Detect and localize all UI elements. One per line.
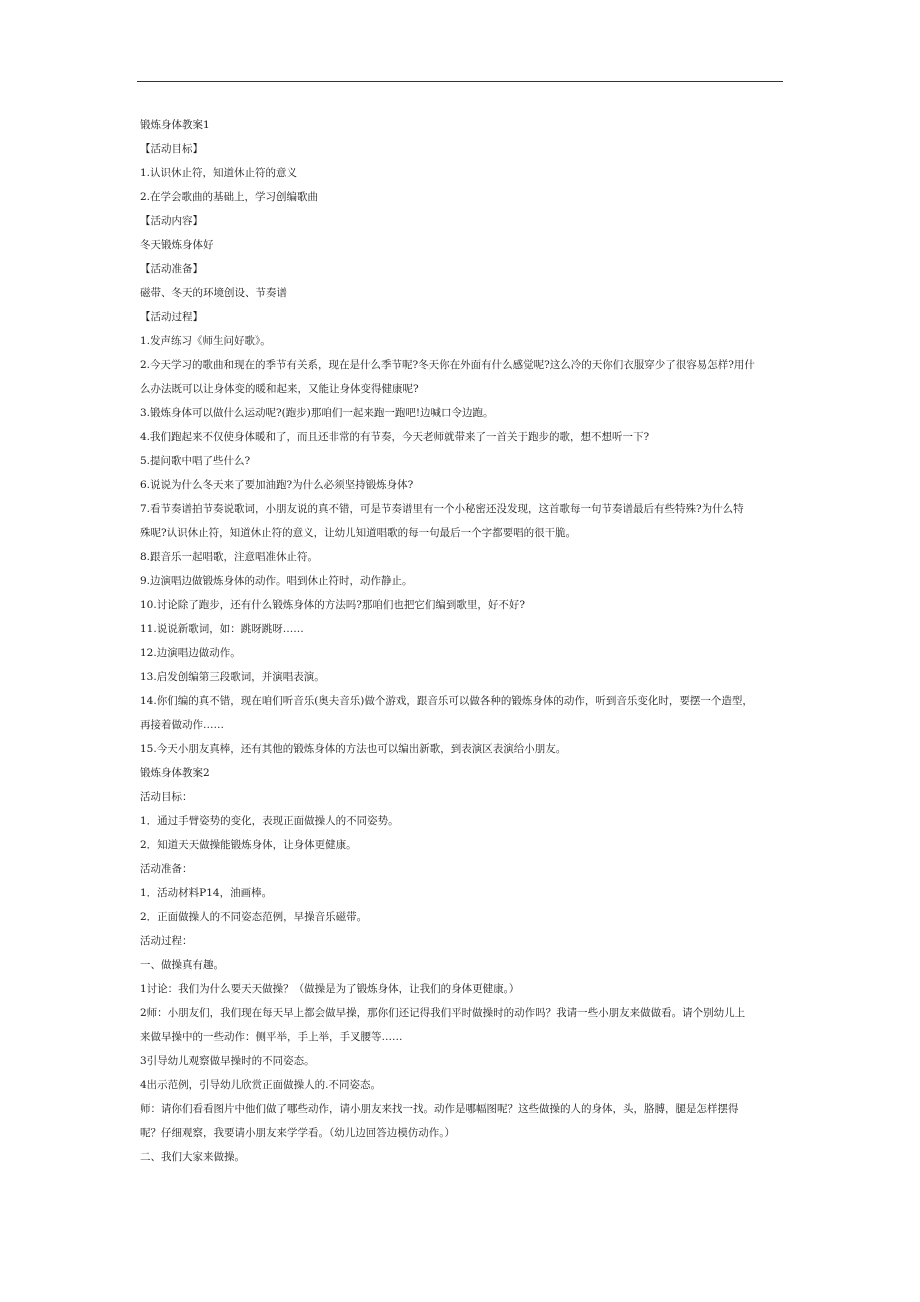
- lesson1-goal-1: 1.认识休止符，知道休止符的意义: [140, 167, 298, 179]
- lesson1-prep-text: 磁带、冬天的环境创设、节奏谱: [140, 287, 287, 299]
- lesson2-section2-heading: 二、我们大家来做操。: [140, 1151, 245, 1163]
- lesson2-prep-heading: 活动准备：: [140, 863, 193, 875]
- lesson2-prep-1: 1．活动材料P14，油画棒。: [140, 887, 273, 899]
- lesson2-section1-line-continued: 呢？仔细观察，我要请小朋友来学学看。（幼儿边回答边模仿动作。）: [140, 1127, 455, 1139]
- lesson2-prep-2: 2．正面做操人的不同姿态范例，早操音乐磁带。: [140, 911, 368, 923]
- lesson1-step: 7.看节奏谱拍节奏说歌词，小朋友说的真不错，可是节奏谱里有一个小秘密还没发现，这首歌每一句节奏谱最后有些特殊?为什么特: [140, 503, 744, 515]
- lesson1-step: 5.提问歌中唱了些什么?: [140, 455, 251, 467]
- lesson2-section1-line: 师：请你们看看图片中他们做了哪些动作，请小朋友来找一找。动作是哪幅图呢？这些做操的人的身体，头，胳膊，腿是怎样摆得: [140, 1103, 739, 1115]
- header-rule: [137, 81, 783, 82]
- lesson1-step-continued: 殊呢?认识休止符，知道休止符的意义，让幼儿知道唱歌的每一句最后一个字都要唱的很干脆。: [140, 527, 577, 539]
- lesson1-goal-2: 2.在学会歌曲的基础上，学习创编歌曲: [140, 191, 319, 203]
- lesson1-content-text: 冬天锻炼身体好: [140, 239, 214, 251]
- lesson1-title: 锻炼身体教案1: [140, 119, 210, 131]
- lesson1-step: 11.说说新歌词，如：跳呀跳呀……: [140, 623, 304, 635]
- lesson1-step: 14.你们编的真不错，现在咱们听音乐(奥夫音乐)做个游戏，跟音乐可以做各种的锻炼身体的动作，听到音乐变化时，要摆一个造型，: [140, 695, 753, 707]
- lesson1-process-heading: 【活动过程】: [140, 311, 203, 323]
- lesson2-section1-line: 4出示范例，引导幼儿欣赏正面做操人的.不同姿态。: [140, 1079, 382, 1091]
- lesson1-step: 13.启发创编第三段歌词，并演唱表演。: [140, 671, 325, 683]
- lesson2-section1-line: 2师：小朋友们，我们现在每天早上都会做早操，那你们还记得我们平时做操时的动作吗？我请一些小朋友来做做看。请个别幼儿上: [140, 1007, 746, 1019]
- lesson2-section1-line-continued: 来做早操中的一些动作：侧平举，手上举，手叉腰等……: [140, 1031, 403, 1043]
- lesson1-step: 8.跟音乐一起唱歌，注意唱准休止符。: [140, 551, 319, 563]
- lesson2-section1-heading: 一、做操真有趣。: [140, 959, 224, 971]
- lesson2-goal-2: 2．知道天天做操能锻炼身体，让身体更健康。: [140, 839, 357, 851]
- lesson1-step: 12.边演唱边做动作。: [140, 647, 241, 659]
- lesson1-step: 6.说说为什么冬天来了要加油跑?为什么必须坚持锻炼身体?: [140, 479, 414, 491]
- lesson1-step: 10.讨论除了跑步，还有什么锻炼身体的方法吗?那咱们也把它们编到歌里，好不好?: [140, 599, 525, 611]
- lesson1-content-heading: 【活动内容】: [140, 215, 203, 227]
- lesson1-step: 4.我们跑起来不仅使身体暖和了，而且还非常的有节奏，今天老师就带来了一首关于跑步的歌，想不想听一下?: [140, 431, 650, 443]
- lesson1-goal-heading: 【活动目标】: [140, 143, 203, 155]
- lesson1-step: 3.锻炼身体可以做什么运动呢?(跑步)那咱们一起来跑一跑吧!边喊口令边跑。: [140, 407, 494, 419]
- lesson1-step-continued: 么办法既可以让身体变的暖和起来，又能让身体变得健康呢?: [140, 383, 419, 395]
- lesson2-section1-line: 3引导幼儿观察做早操时的不同姿态。: [140, 1055, 315, 1067]
- lesson2-title: 锻炼身体教案2: [140, 767, 210, 779]
- document-body: [140, 113, 785, 1169]
- lesson1-step: 9.边演唱边做锻炼身体的动作。唱到休止符时，动作静止。: [140, 575, 413, 587]
- lesson1-step-continued: 再接着做动作……: [140, 719, 224, 731]
- lesson1-step: 15.今天小朋友真棒，还有其他的锻炼身体的方法也可以编出新歌，到表演区表演给小朋友。: [140, 743, 567, 755]
- lesson2-process-heading: 活动过程：: [140, 935, 193, 947]
- lesson1-prep-heading: 【活动准备】: [140, 263, 203, 275]
- lesson2-section1-line: 1讨论：我们为什么要天天做操？（做操是为了锻炼身体，让我们的身体更健康。）: [140, 983, 520, 995]
- lesson2-goal-heading: 活动目标：: [140, 791, 193, 803]
- lesson1-step: 1.发声练习《师生问好歌》。: [140, 335, 271, 347]
- lesson2-goal-1: 1．通过手臂姿势的变化，表现正面做操人的不同姿势。: [140, 815, 399, 827]
- lesson1-step: 2.今天学习的歌曲和现在的季节有关系，现在是什么季节呢?冬天你在外面有什么感觉呢?这么冷的天你们衣服穿少了很容易怎样?用什: [140, 359, 755, 371]
